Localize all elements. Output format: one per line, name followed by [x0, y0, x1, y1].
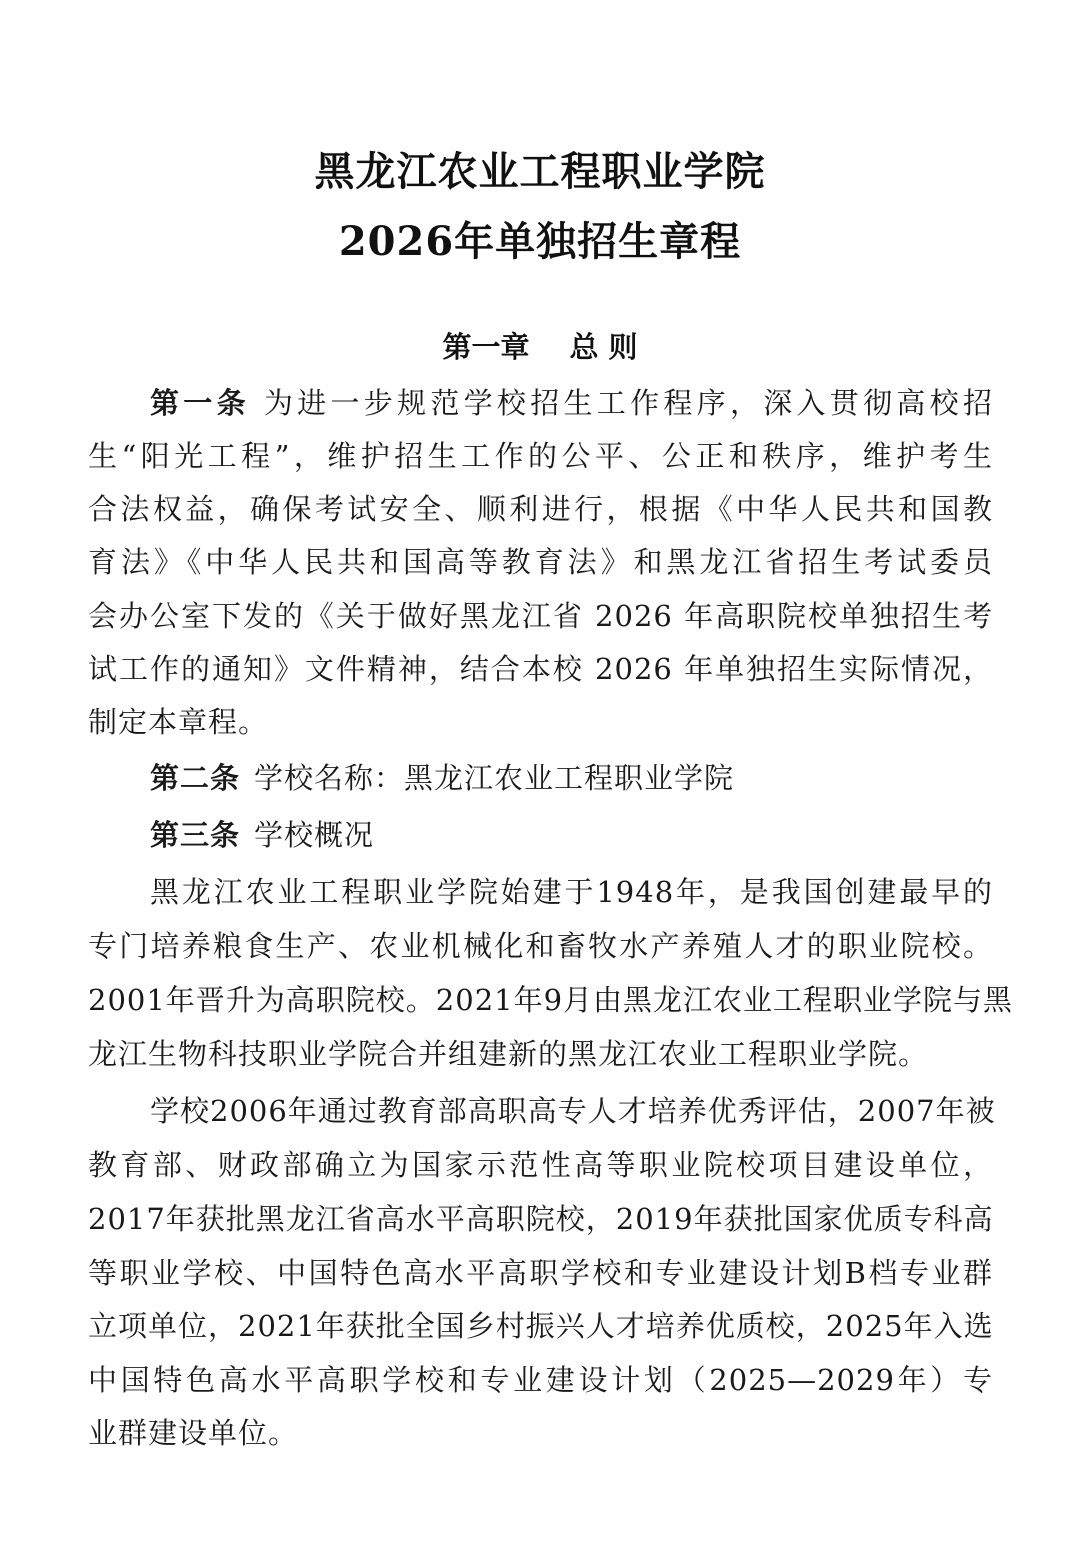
- article1-text: 为进一步规范学校招生工作程序，深入贯彻高校招: [263, 386, 993, 420]
- article1-line: 生“阳光工程”，维护招生工作的公平、公正和秩序，维护考生: [88, 439, 993, 473]
- chapter-heading: [0, 327, 1080, 367]
- document-title-line1: 黑龙江农业工程职业学院: [314, 148, 766, 195]
- article3-text: 学校概况: [254, 818, 375, 852]
- paragraph2-line: 学校2006年通过教育部高职高专人才培养优秀评估，2007年被: [150, 1094, 996, 1128]
- article3-line: [150, 815, 993, 855]
- article2-label: 第二条: [150, 761, 241, 795]
- article2-line: [150, 758, 993, 798]
- article1-line: 育法》《中华人民共和国高等教育法》和黑龙江省招生考试委员: [88, 545, 993, 579]
- article2-text: 学校名称：黑龙江农业工程职业学院: [254, 761, 735, 795]
- paragraph2-line: 等职业学校、中国特色高水平高职学校和专业建设计划B档专业群: [88, 1256, 993, 1290]
- article1-line: 试工作的通知》文件精神，结合本校 2026 年单独招生实际情况，: [88, 652, 993, 686]
- document-title-line2: 2026年单独招生章程: [338, 218, 742, 265]
- paragraph2-line: 中国特色高水平高职学校和专业建设计划（2025—2029年）专: [88, 1363, 993, 1397]
- article1-line: [150, 383, 993, 423]
- paragraph2-line: 2017年获批黑龙江省高水平高职院校，2019年获批国家优质专科高: [88, 1202, 994, 1236]
- paragraph1-line: 黑龙江农业工程职业学院始建于1948年，是我国创建最早的: [150, 875, 993, 909]
- paragraph2-line: 业群建设单位。: [88, 1416, 299, 1450]
- article3-label: 第三条: [150, 818, 241, 852]
- paragraph2-line: 立项单位，2021年获批全国乡村振兴人才培养优质校，2025年入选: [88, 1309, 994, 1343]
- paragraph1-line: 2001年晋升为高职院校。2021年9月由黑龙江农业工程职业学院与黑: [88, 983, 1014, 1017]
- article1-line: 制定本章程。: [88, 705, 269, 739]
- article1-line: 合法权益，确保考试安全、顺利进行，根据《中华人民共和国教: [88, 492, 993, 526]
- paragraph2-line: 教育部、财政部确立为国家示范性高等职业院校项目建设单位，: [88, 1148, 993, 1182]
- chapter-name: 总 则: [569, 330, 638, 364]
- paragraph1-line: 专门培养粮食生产、农业机械化和畜牧水产养殖人才的职业院校。: [88, 929, 993, 963]
- paragraph1-line: 龙江生物科技职业学院合并组建新的黑龙江农业工程职业学院。: [88, 1037, 929, 1071]
- chapter-number: 第一章: [442, 330, 530, 364]
- article1-label: 第一条: [150, 386, 250, 420]
- article1-line: 会办公室下发的《关于做好黑龙江省 2026 年高职院校单独招生考: [88, 599, 993, 633]
